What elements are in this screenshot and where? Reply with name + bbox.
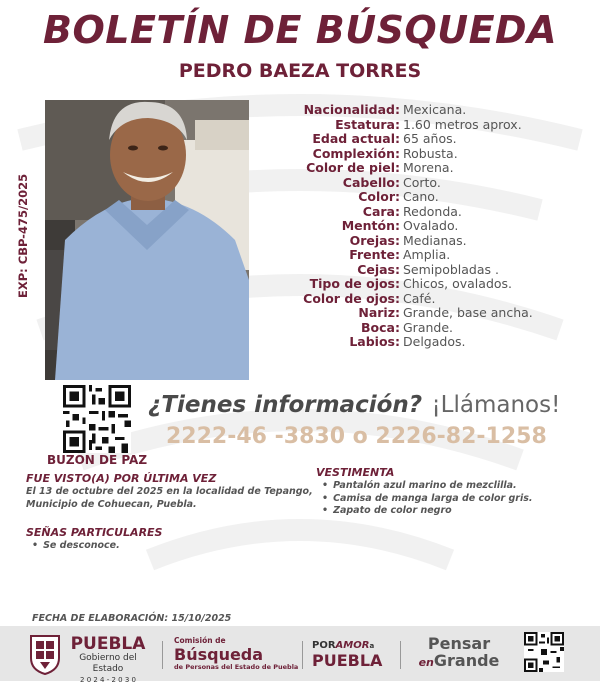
desc-label: Boca: (361, 319, 400, 335)
desc-label: Estatura: (335, 116, 400, 132)
desc-label: Cara: (362, 203, 400, 219)
clothing-item: • Pantalón azul marino de mezclilla. (322, 480, 533, 493)
desc-value: Medianas. (403, 232, 467, 248)
bulletin-title: BOLETÍN DE BÚSQUEDA (42, 8, 558, 52)
desc-label: Color: (358, 189, 400, 204)
desc-row-nariz (270, 306, 590, 321)
clothing-heading: VESTIMENTA (316, 466, 395, 479)
desc-row-color-piel (270, 161, 590, 176)
person-photo (45, 100, 249, 380)
last-seen-text (26, 486, 316, 511)
desc-row-estatura (270, 118, 590, 133)
comision-small-text: Comisión de (174, 636, 226, 645)
puebla-government-logo (66, 635, 150, 685)
footer-logos (0, 626, 600, 684)
footer-divider (162, 641, 163, 669)
desc-value: 1.60 metros aprox. (403, 116, 522, 132)
physical-description (270, 103, 590, 350)
clothing-item: • Zapato de color negro (322, 505, 533, 518)
desc-label: Tipo de ojos: (309, 276, 400, 291)
desc-label: Complexión: (312, 145, 400, 161)
last-seen-line-1: El 13 de octubre del 2025 en la localidad de Tepango, (26, 486, 313, 497)
poramor-a: a (369, 642, 375, 650)
desc-row-cabello (270, 176, 590, 191)
desc-value: Grande. (403, 319, 454, 335)
elaboration-date: FECHA DE ELABORACIÓN: 15/10/2025 (32, 613, 232, 624)
last-seen-heading: FUE VISTO(A) POR ÚLTIMA VEZ (26, 472, 217, 485)
desc-value: Semipobladas . (403, 261, 499, 277)
footer-qr-code[interactable] (524, 632, 564, 672)
puebla-logo-sub: Gobierno del Estado (79, 653, 137, 674)
desc-value: Morena. (403, 160, 454, 175)
desc-value: Amplia. (403, 247, 451, 262)
coat-of-arms-icon (28, 632, 62, 676)
comision-busqueda-logo (174, 636, 298, 672)
clothing-item: • Camisa de manga larga de color gris. (322, 493, 533, 506)
desc-row-cara (270, 205, 590, 220)
desc-value: Mexicana. (403, 102, 467, 117)
comision-big-text: Búsqueda (174, 645, 264, 664)
desc-label: Mentón: (341, 218, 400, 233)
buzon-qr-code[interactable] (63, 385, 131, 453)
missing-person-name: PEDRO BAEZA TORRES (178, 60, 422, 82)
poramor-puebla: PUEBLA (312, 651, 383, 670)
desc-value: Redonda. (403, 203, 462, 219)
desc-value: 65 años. (403, 131, 457, 146)
desc-row-color-ojos (270, 292, 590, 307)
desc-value: Delgados. (403, 334, 466, 349)
footer-divider (302, 641, 303, 669)
marks-heading: SEÑAS PARTICULARES (26, 526, 163, 539)
desc-value: Café. (403, 290, 436, 306)
desc-label: Frente: (349, 247, 400, 262)
desc-label: Nacionalidad: (303, 102, 400, 117)
marks-item: • Se desconoce. (32, 540, 120, 553)
desc-value: Cano. (403, 189, 439, 204)
comision-sub-text: de Personas del Estado de Puebla (174, 663, 299, 671)
por-amor-puebla-logo (312, 640, 382, 669)
desc-row-frente (270, 248, 590, 263)
desc-label: Cejas: (357, 261, 400, 277)
desc-row-color (270, 190, 590, 205)
desc-row-labios (270, 335, 590, 350)
pensar-grande-text: Grande (433, 651, 500, 670)
puebla-logo-text: PUEBLA (70, 634, 146, 654)
pensar-en-grande-logo (414, 635, 504, 671)
marks-list (32, 540, 120, 553)
desc-row-orejas (270, 234, 590, 249)
desc-value: Grande, base ancha. (403, 305, 533, 320)
desc-value: Chicos, ovalados. (403, 276, 513, 291)
pensar-text: Pensar (427, 634, 491, 653)
desc-label: Labios: (349, 334, 400, 349)
poramor-amor: AMOR (335, 640, 370, 651)
puebla-logo-years: 2 0 2 4 - 2 0 3 0 (80, 676, 136, 684)
desc-row-tipo-ojos (270, 277, 590, 292)
desc-label: Color de ojos: (303, 290, 400, 306)
desc-label: Cabello: (342, 174, 400, 190)
poramor-por: POR (312, 640, 336, 651)
clothing-list (322, 480, 533, 518)
desc-row-nacionalidad (270, 103, 590, 118)
expediente-number: EXP: CBP-475/2025 (16, 173, 30, 298)
footer-divider (400, 641, 401, 669)
desc-row-boca (270, 321, 590, 336)
desc-value: Corto. (403, 174, 441, 190)
desc-row-edad (270, 132, 590, 147)
desc-label: Edad actual: (312, 131, 400, 146)
contact-phone-numbers[interactable]: 2222-46 -3830 o 2226-82-1258 (166, 424, 547, 449)
desc-label: Nariz: (358, 305, 400, 320)
call-us-text: ¡Llámanos! (431, 392, 561, 418)
desc-row-cejas (270, 263, 590, 278)
desc-label: Orejas: (349, 232, 400, 248)
desc-label: Color de piel: (306, 160, 400, 175)
pensar-en-text: en (418, 656, 434, 669)
desc-row-complexion (270, 147, 590, 162)
desc-value: Ovalado. (403, 218, 459, 233)
contact-call-to-action (148, 392, 560, 418)
info-question: ¿Tienes información? (148, 392, 423, 418)
desc-value: Robusta. (403, 145, 458, 161)
desc-row-menton (270, 219, 590, 234)
last-seen-line-2: Municipio de Cohuecan, Puebla. (26, 498, 197, 510)
buzon-de-paz-label: BUZON DE PAZ (46, 453, 148, 467)
